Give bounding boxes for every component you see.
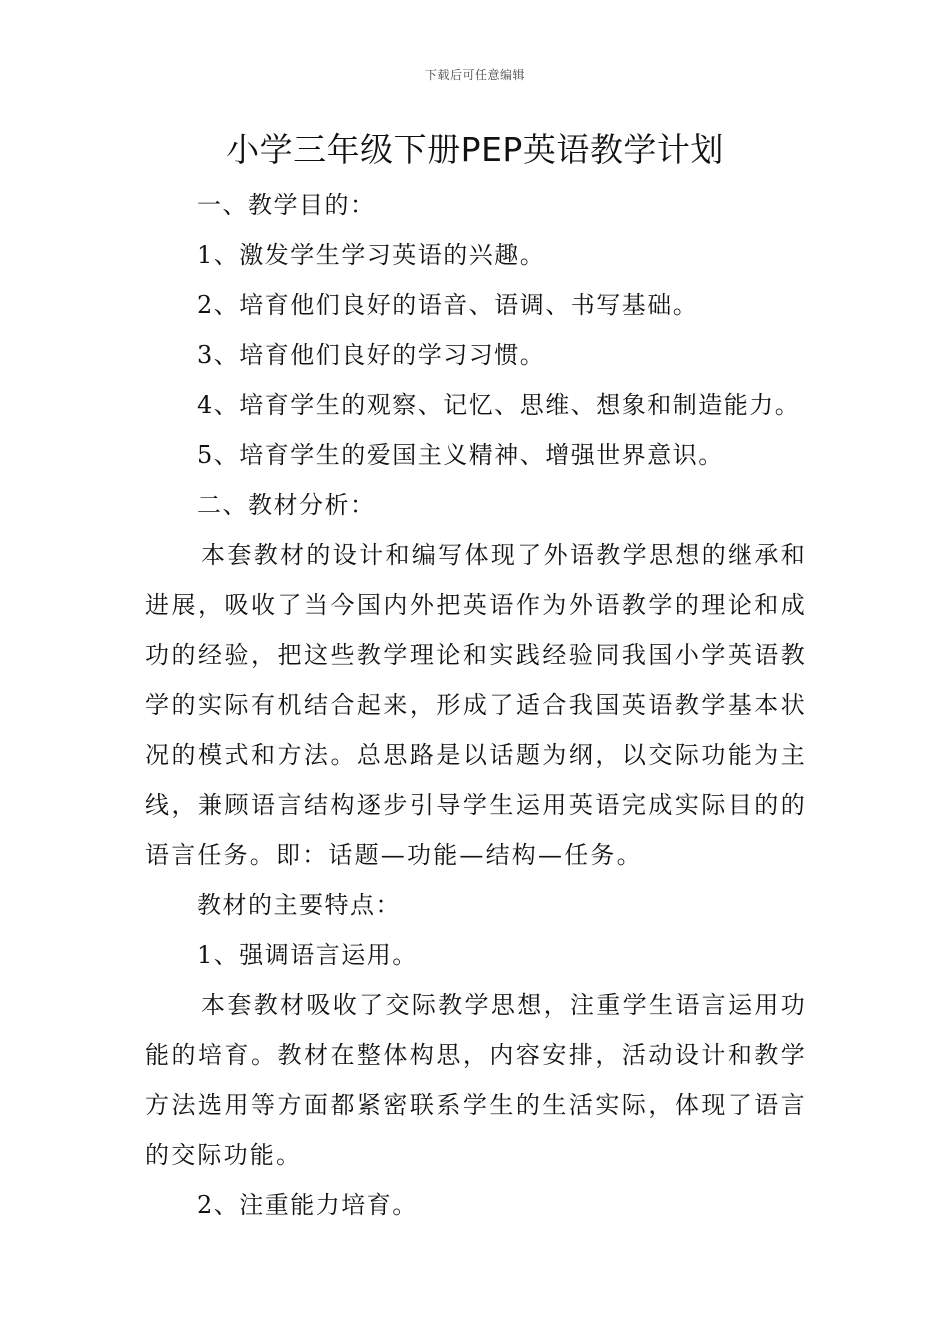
document-body <box>145 180 807 1230</box>
features-heading: 教材的主要特点： <box>197 891 401 919</box>
feature-paragraph-1: 本套教材吸收了交际教学思想，注重学生语言运用功能的培育。教材在整体构思，内容安排，活动设计和教学方法选用等方面都紧密联系学生的生活实际，体现了语言的交际功能。 <box>145 991 807 1169</box>
analysis-paragraph: 本套教材的设计和编写体现了外语教学思想的继承和进展，吸收了当今国内外把英语作为外语教学的理论和成功的经验，把这些教学理论和实践经验同我国小学英语教学的实际有机结合起来，形成了适合我国英语教学基本状况的模式和方法。总思路是以话题为纲，以交际功能为主线，兼顾语言结构逐步引导学生运用英语完成实际目的的语言任务。即：话题—功能—结构—任务。 <box>145 541 807 869</box>
section-heading-analysis: 二、教材分析： <box>197 491 376 519</box>
document-title: 小学三年级下册PEP英语教学计划 <box>226 130 724 169</box>
feature-heading-2: 2、注重能力培育。 <box>197 1191 418 1219</box>
feature-heading-1: 1、强调语言运用。 <box>197 941 418 969</box>
objective-item-2: 2、培育他们良好的语音、语调、书写基础。 <box>197 291 699 319</box>
header-note: 下载后可任意编辑 <box>424 68 525 82</box>
objective-item-1: 1、激发学生学习英语的兴趣。 <box>197 241 546 269</box>
objective-item-3: 3、培育他们良好的学习习惯。 <box>197 341 546 369</box>
objective-item-4: 4、培育学生的观察、记忆、思维、想象和制造能力。 <box>197 391 801 419</box>
section-heading-objectives: 一、教学目的： <box>197 191 376 219</box>
objective-item-5: 5、培育学生的爱国主义精神、增强世界意识。 <box>197 441 724 469</box>
